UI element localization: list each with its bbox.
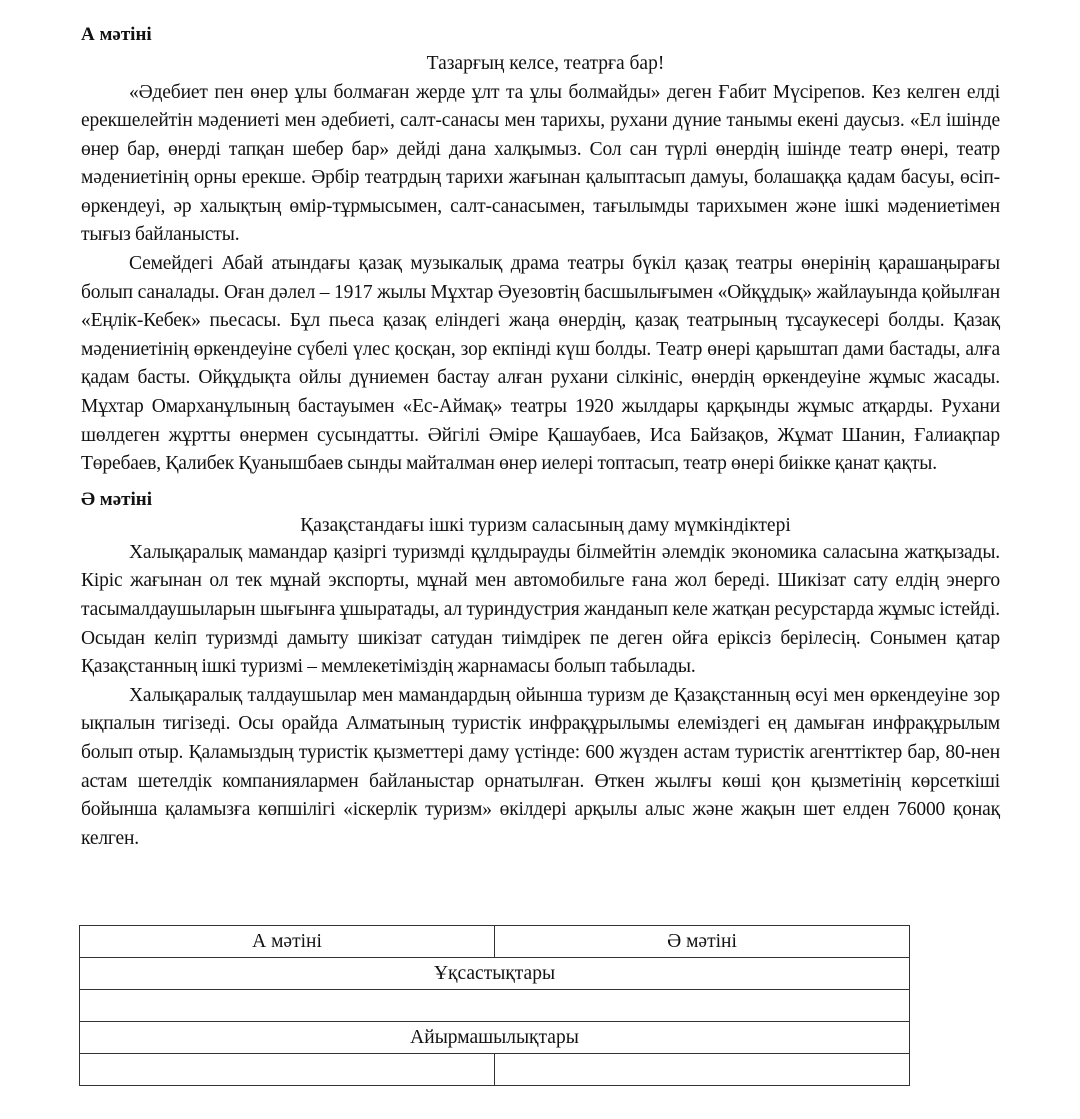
text-a-paragraph-2: Семейдегі Абай атындағы қазақ музыкалық драма театры бүкіл қазақ театры өнерінің қарашаңырағы болып саналады. Оған дәлел – 1917 жылы Мұхтар Әуезовтің басшылығымен «Ойқұдық» жайлауында қойылған «Еңлік-Кебек» пьесасы. Бұл пьеса қазақ еліндегі жаңа өнердің, қазақ театрының тұсаукесері болды. Қазақ мәдениетінің өркендеуіне сүбелі үлес қосқан, зор екпінді күш болды. Театр өнері қарыштап дами бастады, алға қадам басты. Ойқұдықта ойлы дүниемен бастау алған рухани сілкініс, өнердің өркендеуіне жұмыс жасады. Мұхтар Омарханұлының бастауымен «Ес-Аймақ» театры 1920 жылдары қарқынды жұмыс атқарды. Рухани шөлдеген жұртты өнермен сусындатты. Әйгілі Әміре Қашаубаев, Иса Байзақов, Жұмат Шанин, Ғалиақпар Төребаев, Қалибек Қуанышбаев сынды майталман өнер иелері топтасып, театр өнері биікке қанат қақты. [81,253,1000,475]
header-text-b: Ә мәтіні [495,926,910,958]
differences-text-b-cell[interactable] [495,1054,910,1086]
similarities-label-row [80,958,910,990]
comparison-table [79,925,910,1086]
text-b-title: Қазақстандағы ішкі туризм саласының даму мүмкіндіктері [300,514,791,536]
differences-answer-row [80,1054,910,1086]
text-a-paragraph-1: «Әдебиет пен өнер ұлы болмаған жерде ұлт та ұлы болмайды» деген Ғабит Мүсірепов. Кез келген елді ерекшелейтін мәдениеті мен әдебиеті, салт-санасы мен тарихы, рухани дүние танымы екені даусыз. «Ел ішінде өнер бар, өнерді тапқан шебер бар» дейді дана халқымыз. Сол сан түрлі өнердің ішінде театр өнері, театр мәдениетінің орны ерекше. Әрбір театрдың тарихи жағынан қалыптасып дамуы, болашаққа қадам басуы, өсіп-өркендеуі, әр халықтың өмір-тұрмысымен, салт-санасымен, тағылымды тарихымен және ішкі мәдениетімен тығыз байланысты. [81,81,1000,246]
text-a-label: А мәтіні [81,24,152,45]
differences-text-a-cell[interactable] [80,1054,495,1086]
text-a-title: Тазарғың келсе, театрға бар! [426,53,665,74]
text-b-label: Ә мәтіні [81,488,152,510]
similarities-answer-row [80,990,910,1022]
text-b-paragraph-1: Халықаралық мамандар қазіргі туризмді құлдырауды білмейтін әлемдік экономика саласына жатқызады. Кіріс жағынан ол тек мұнай экспорты, мұнай мен автомобильге ғана жол береді. Шикізат сату елдің энерго тасымалдаушыларын шығынға ұшыратады, ал туриндустрия жанданып келе жатқан ресурстарда жұмыс істейді. Осыдан келіп туризмді дамыту шикізат сатудан тиімдірек пе деген ойға еріксіз берілесің. Сонымен қатар Қазақстанның ішкі туризмі – мемлекетіміздің жарнамасы болып табылады. [81,541,1000,678]
similarities-label: Ұқсастықтары [80,958,910,990]
document-page [81,22,1000,853]
header-text-a: А мәтіні [80,926,495,958]
text-b-paragraph-2: Халықаралық талдаушылар мен мамандардың ойынша туризм де Қазақстанның өсуі мен өркендеуіне зор ықпалын тигізеді. Осы орайда Алматының туристік инфрақұрылымы елеміздегі ең дамыған инфрақұрылым болып отыр. Қаламыздың туристік қызметтері даму үстінде: 600 жүзден астам туристік агенттіктер бар, 80-нен астам шетелдік компаниялармен байланыстар орнатылған. Өткен жылғы көші қон қызметінің көрсеткіші бойынша қаламызға көпшілігі «іскерлік туризм» өкілдері арқылы алыс және жақын шет елден 76000 қонақ келген. [81,684,1000,849]
similarities-answer-cell[interactable] [80,990,910,1022]
table-header-row [80,926,910,958]
differences-label-row [80,1022,910,1054]
differences-label: Айырмашылықтары [80,1022,910,1054]
